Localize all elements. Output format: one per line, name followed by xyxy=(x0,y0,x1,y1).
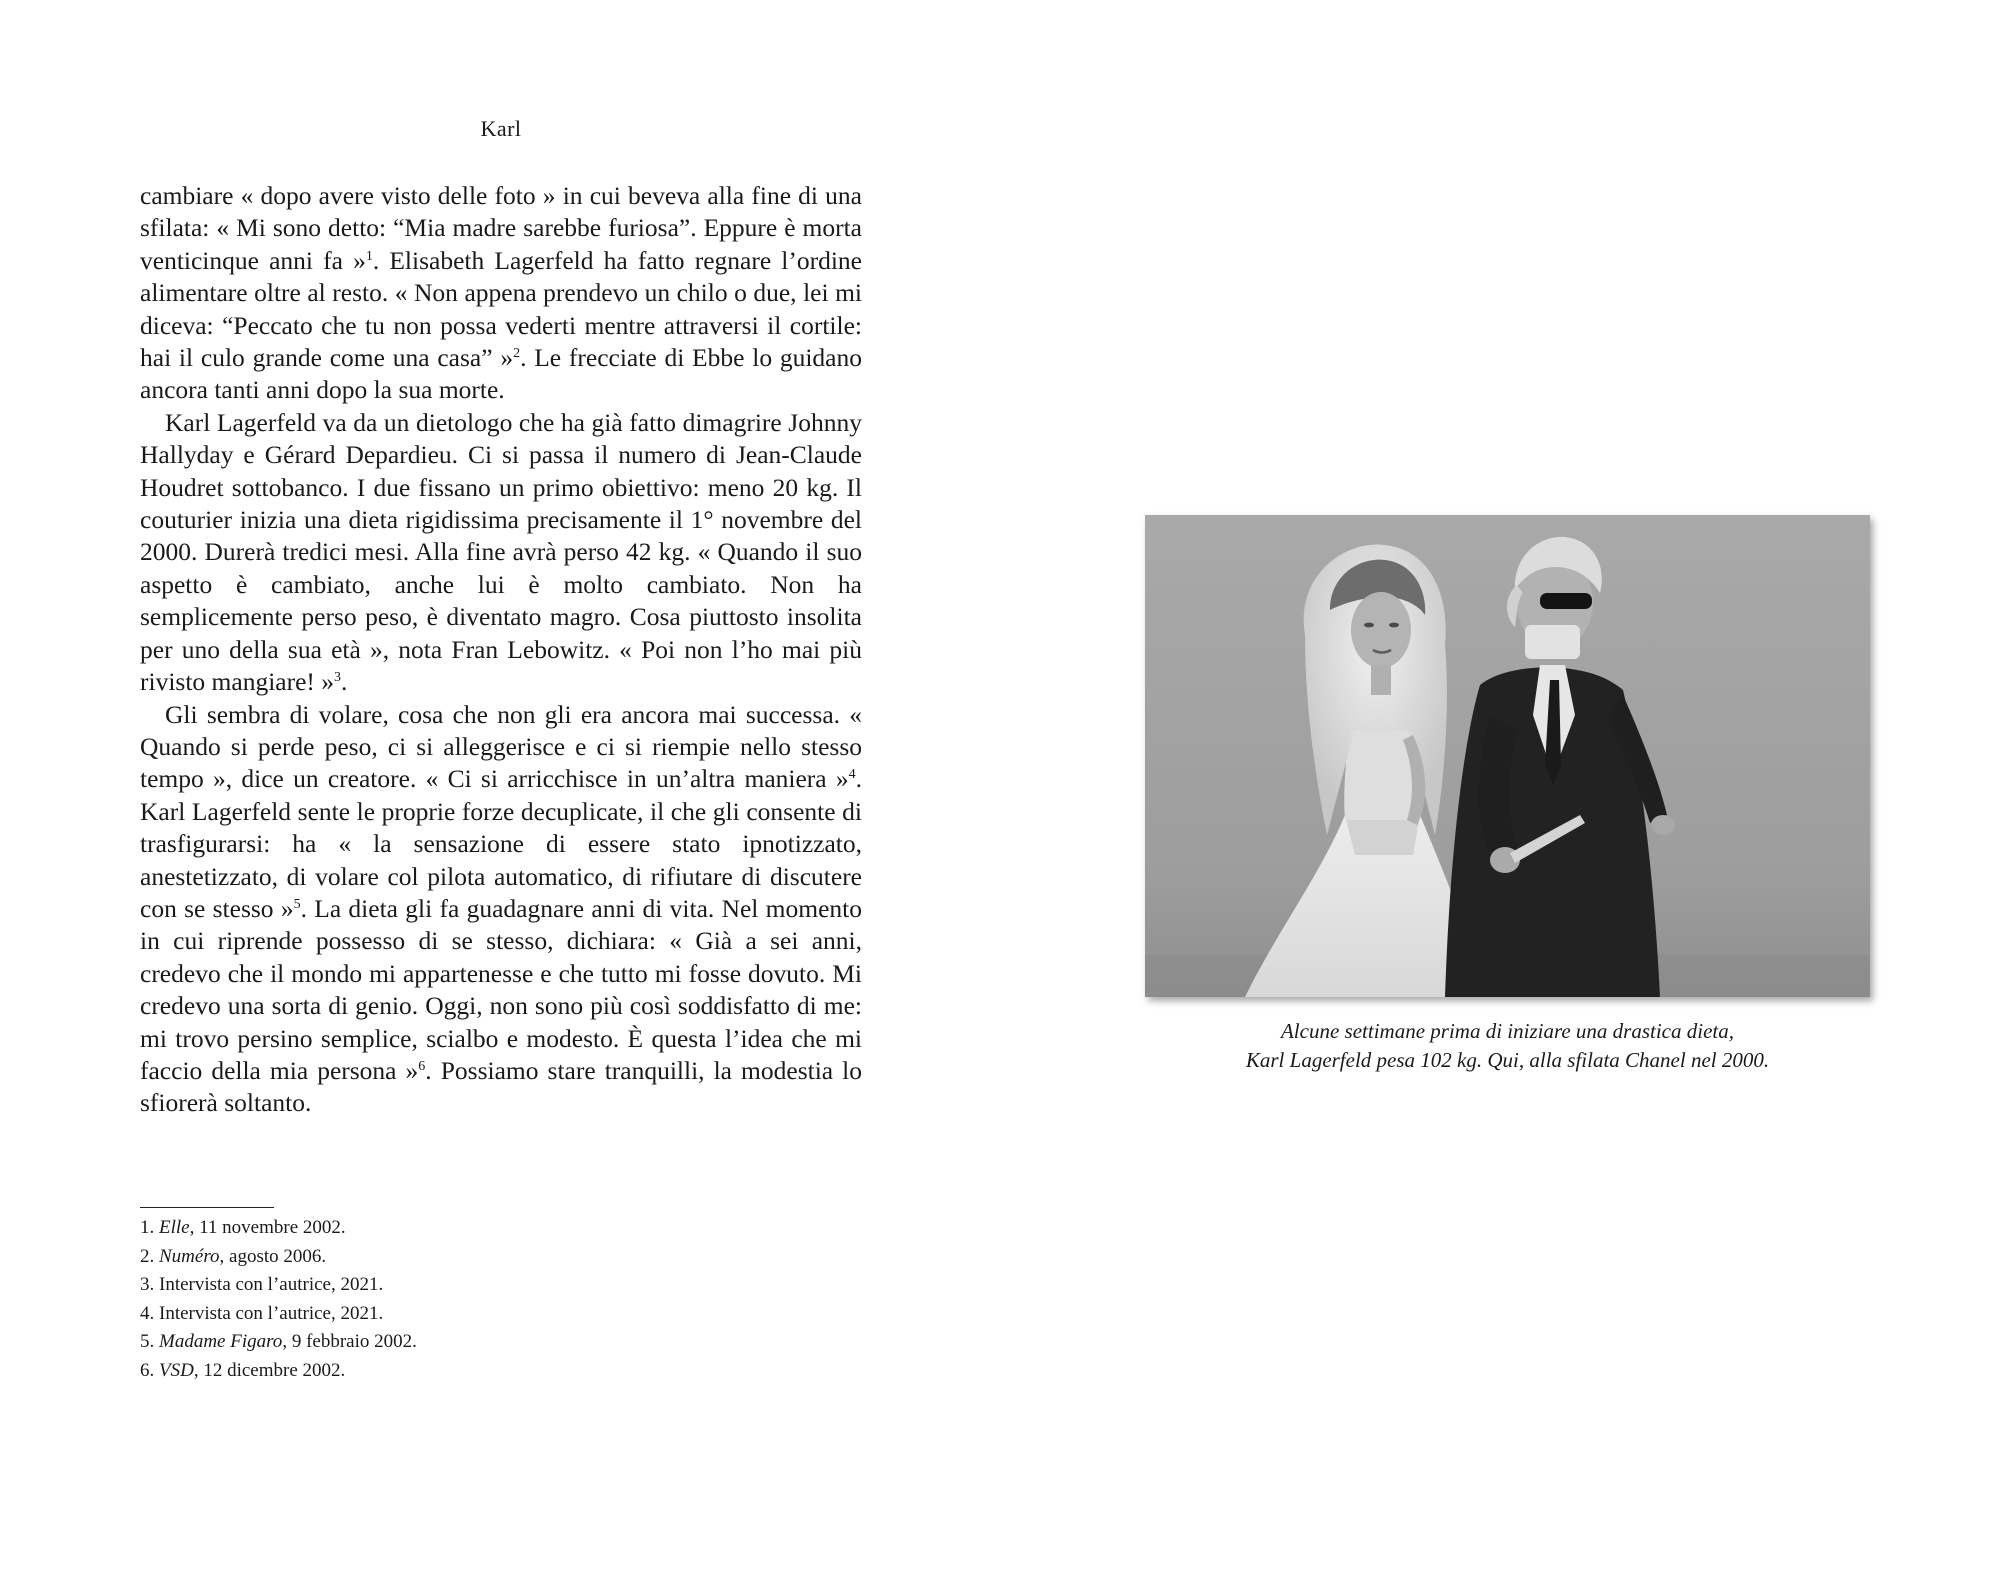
footnote-source: Numéro xyxy=(159,1245,220,1267)
footnote-number: 1. xyxy=(140,1217,155,1238)
footnote-source: VSD xyxy=(159,1359,194,1381)
footnote-ref: 2 xyxy=(513,346,521,362)
footnote-text: , agosto 2006. xyxy=(219,1245,327,1267)
footnote-6 xyxy=(140,1357,862,1386)
photo-caption xyxy=(1100,1017,1915,1075)
text-span: . Karl Lagerfeld sente le proprie forze decuplicate, il che gli consente di trasfigurarsi: ha « la sensazione di essere stato ipnotizzato, anestetizzato, di volare col pilota automatico, di rifiutare di discutere con se stesso » xyxy=(140,764,862,923)
footnote-source: Madame Figaro xyxy=(159,1331,283,1353)
text-span: . Possiamo stare tranquilli, la modestia lo sfiorerà soltanto. xyxy=(140,1055,862,1118)
footnote-2 xyxy=(140,1243,862,1272)
footnote-text: , 12 dicembre 2002. xyxy=(193,1359,346,1381)
text-span: . Elisabeth Lagerfeld ha fatto regnare l’ordine alimentare oltre al resto. « Non appena prendevo un chilo o due, lei mi diceva: “Peccato che tu non possa vederti mentre attraversi il cortile: hai il culo grande come una casa” » xyxy=(140,245,862,373)
footnote-number: 4. xyxy=(140,1302,155,1324)
footnote-1 xyxy=(140,1214,862,1243)
caption-line-1: Alcune settimane prima di iniziare una drastica dieta, xyxy=(1280,1019,1734,1043)
footnote-ref: 6 xyxy=(418,1058,426,1074)
footnote-3 xyxy=(140,1271,862,1300)
footnote-ref: 4 xyxy=(848,767,856,783)
footnote-text: , 11 novembre 2002. xyxy=(189,1217,346,1238)
paragraph-3 xyxy=(140,699,862,1120)
footnote-ref: 3 xyxy=(334,670,342,686)
footnote-text: Intervista con l’autrice, 2021. xyxy=(159,1274,384,1296)
text-span: . xyxy=(341,667,348,697)
right-page xyxy=(1000,0,2000,1569)
footnote-ref: 5 xyxy=(293,896,301,912)
footnote-5 xyxy=(140,1328,862,1357)
text-span: cambiare « dopo avere visto delle foto » in cui beveva alla fine di una sfilata: « Mi sono detto: “Mia madre sarebbe furiosa”. Eppure è morta venticinque anni fa » xyxy=(140,181,862,275)
text-span: Karl Lagerfeld va da un dietologo che ha già fatto dimagrire Johnny Hallyday e Gérard Depardieu. Ci si passa il numero di Jean-Claude Houdret sottobanco. I due fissano un primo obiettivo: meno 20 kg. Il couturier inizia una dieta rigidissima precisamente il 1° novembre del 2000. Durerà tredici mesi. Alla fine avrà perso 42 kg. « Quando il suo aspetto è cambiato, anche lui è molto cambiato. Non ha semplicemente perso peso, è diventato magro. Cosa piuttosto insolita per uno della sua età », nota Fran Lebowitz. « Poi non l’ho mai più rivisto mangiare! » xyxy=(140,407,862,697)
text-span: . La dieta gli fa guadagnare anni di vita. Nel momento in cui riprende possesso di se stesso, dichiara: « Già a sei anni, credevo che il mondo mi appartenesse e che tutto mi fosse dovuto. Mi credevo una sorta di genio. Oggi, non sono più così soddisfatto di me: mi trovo persino semplice, scialbo e modesto. È questa l’idea che mi faccio della mia persona » xyxy=(140,893,863,1085)
photo-illustration xyxy=(1145,515,1870,997)
footnote-number: 5. xyxy=(140,1331,155,1353)
footnote-text: Intervista con l’autrice, 2021. xyxy=(159,1302,384,1324)
footnotes xyxy=(140,1214,862,1386)
footnote-source: Elle xyxy=(159,1217,190,1238)
footnote-number: 3. xyxy=(140,1274,155,1296)
text-span: Gli sembra di volare, cosa che non gli era ancora mai successa. « Quando si perde peso, ci si alleggerisce e ci si riempie nello stesso tempo », dice un creatore. « Ci si arricchisce in un’altra maniera » xyxy=(140,699,862,794)
runway-photo xyxy=(1145,515,1870,997)
text-span: . Le frecciate di Ebbe lo guidano ancora tanti anni dopo la sua morte. xyxy=(140,343,863,405)
footnote-ref: 1 xyxy=(365,248,373,264)
paragraph-2 xyxy=(140,407,862,699)
footnote-text: , 9 febbraio 2002. xyxy=(282,1331,417,1353)
footnote-number: 6. xyxy=(140,1359,155,1381)
running-head: Karl xyxy=(480,116,522,141)
footnote-4 xyxy=(140,1300,862,1329)
caption-line-2: Karl Lagerfeld pesa 102 kg. Qui, alla sfilata Chanel nel 2000. xyxy=(1245,1048,1770,1072)
footnote-rule xyxy=(140,1207,274,1208)
footnote-number: 2. xyxy=(140,1245,155,1267)
paragraph-1 xyxy=(140,180,862,407)
body-text xyxy=(140,180,862,1120)
